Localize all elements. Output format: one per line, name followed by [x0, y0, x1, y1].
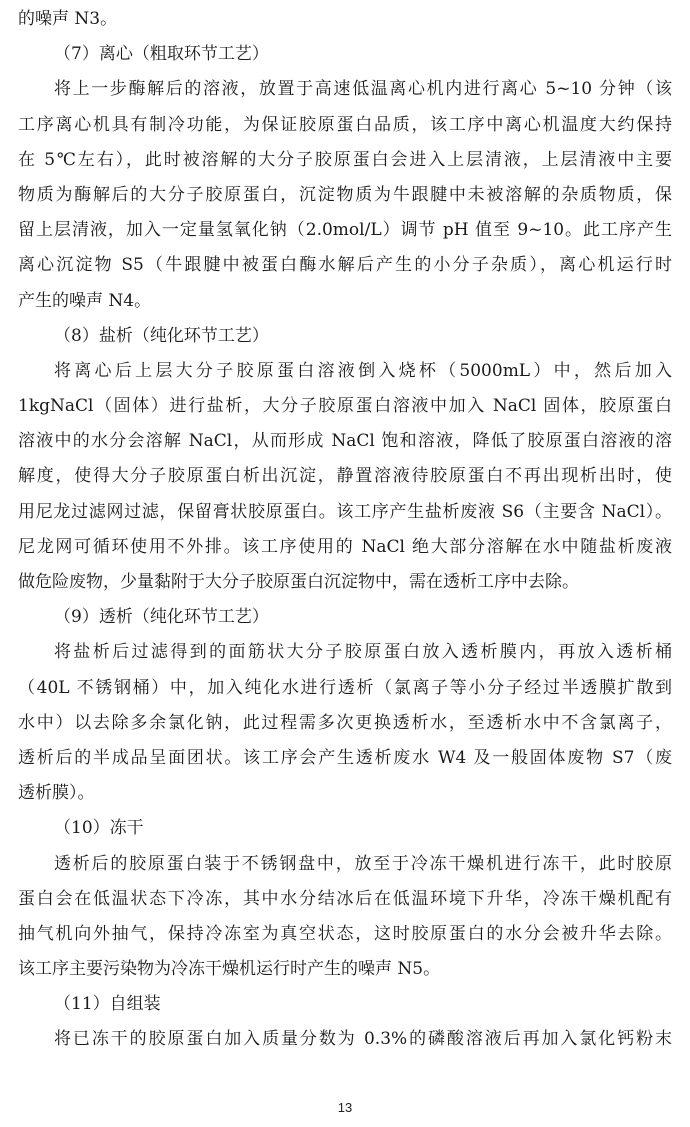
paragraph-line: 蛋白会在低温状态下冷冻，其中水分结冰后在低温环境下升华，冷冻干燥机配有	[18, 888, 672, 909]
paragraph-line: 该工序主要污染物为冷冻干燥机运行时产生的噪声 N5。	[18, 959, 441, 980]
section-heading: （11）自组装	[54, 994, 161, 1015]
paragraph-line: 工序离心机具有制冷功能，为保证胶原蛋白品质，该工序中离心机温度大约保持	[18, 114, 672, 135]
paragraph-line: 将已冻干的胶原蛋白加入质量分数为 0.3%的磷酸溶液后再加入氯化钙粉末	[54, 1029, 672, 1050]
paragraph-line: 产生的噪声 N4。	[18, 290, 152, 311]
paragraph-line: 用尼龙过滤网过滤，保留膏状胶原蛋白。该工序产生盐析废液 S6（主要含 NaCl）。	[18, 501, 672, 522]
page-number: 13	[337, 1100, 353, 1115]
paragraph-line: 离心沉淀物 S5（牛跟腱中被蛋白酶水解后产生的小分子杂质），离心机运行时	[18, 255, 672, 276]
paragraph-line: 溶液中的水分会溶解 NaCl，从而形成 NaCl 饱和溶液，降低了胶原蛋白溶液的溶	[18, 431, 672, 452]
paragraph-line: 留上层清液，加入一定量氢氧化钠（2.0mol/L）调节 pH 值至 9~10。此工序产生	[18, 220, 672, 241]
paragraph-line: 将盐析后过滤得到的面筋状大分子胶原蛋白放入透析膜内，再放入透析桶	[54, 642, 672, 663]
paragraph-line: 透析后的半成品呈面团状。该工序会产生透析废水 W4 及一般固体废物 S7（废	[18, 747, 672, 768]
section-heading: （10）冻干	[54, 818, 144, 839]
paragraph-line: 透析后的胶原蛋白装于不锈钢盘中，放至于冷冻干燥机进行冻干，此时胶原	[54, 853, 672, 874]
section-heading: （8）盐析（纯化环节工艺）	[54, 325, 269, 346]
paragraph-line: 将离心后上层大分子胶原蛋白溶液倒入烧杯（5000mL）中，然后加入	[54, 360, 672, 381]
paragraph-line: （40L 不锈钢桶）中，加入纯化水进行透析（氯离子等小分子经过半透膜扩散到	[18, 677, 672, 698]
paragraph-line: 抽气机向外抽气，保持冷冻室为真空状态，这时胶原蛋白的水分会被升华去除。	[18, 923, 672, 944]
paragraph-line: 的噪声 N3。	[18, 9, 118, 29]
section-heading: （7）离心（粗取环节工艺）	[54, 44, 269, 65]
paragraph-line: 尼龙网可循环使用不外排。该工序使用的 NaCl 绝大部分溶解在水中随盐析废液	[18, 536, 672, 557]
paragraph-line: 解度，使得大分子胶原蛋白析出沉淀，静置溶液待胶原蛋白不再出现析出时，使	[18, 466, 672, 487]
paragraph-line: 物质为酶解后的大分子胶原蛋白，沉淀物质为牛跟腱中未被溶解的杂质物质，保	[18, 184, 672, 205]
paragraph-line: 将上一步酶解后的溶液，放置于高速低温离心机内进行离心 5~10 分钟（该	[54, 79, 672, 100]
paragraph-line: 1kgNaCl（固体）进行盐析，大分子胶原蛋白溶液中加入 NaCl 固体，胶原蛋白	[18, 396, 672, 417]
section-heading: （9）透析（纯化环节工艺）	[54, 607, 269, 628]
paragraph-line: 做危险废物，少量黏附于大分子胶原蛋白沉淀物中，需在透析工序中去除。	[18, 572, 579, 592]
paragraph-line: 透析膜）。	[18, 783, 95, 804]
paragraph-line: 水中）以去除多余氯化钠，此过程需多次更换透析水，至透析水中不含氯离子，	[18, 712, 672, 733]
document-body	[18, 2, 672, 1058]
paragraph-line: 在 5℃左右），此时被溶解的大分子胶原蛋白会进入上层清液，上层清液中主要	[18, 149, 672, 170]
